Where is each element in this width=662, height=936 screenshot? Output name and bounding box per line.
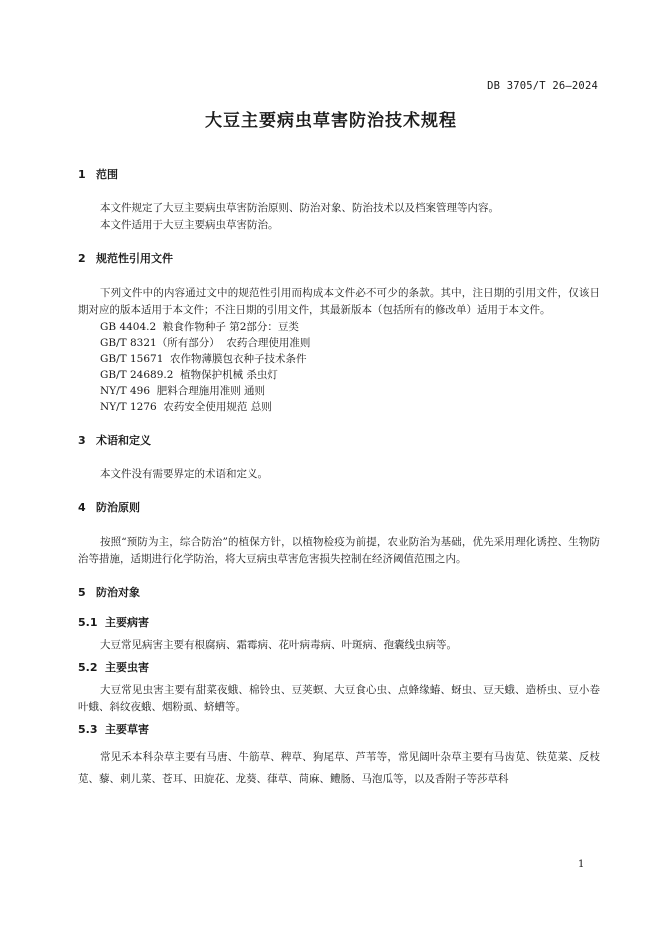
page-number: 1 xyxy=(578,859,585,870)
paragraph: 本文件规定了大豆主要病虫草害防治原则、防治对象、防治技术以及档案管理等内容。 xyxy=(100,202,499,214)
reference-item: NY/T 1276 农药安全使用规范 总则 xyxy=(100,401,272,413)
paragraph: 按照“预防为主，综合防治”的植保方针，以植物检疫为前提，农业防治为基础，优先采用理化诱控、生物防治等措施，适期进行化学防治，将大豆病虫草害危害损失控制在经济阈值范围之内。 xyxy=(78,536,600,565)
paragraph: 大豆常见病害主要有根腐病、霜霉病、花叶病毒病、叶斑病、孢囊线虫病等。 xyxy=(100,639,457,651)
paragraph: 大豆常见虫害主要有甜菜夜蛾、棉铃虫、豆荚螟、大豆食心虫、点蜂缘蝽、蚜虫、豆天蛾、造桥虫、豆小卷叶蛾、斜纹夜蛾、烟粉虱、蛴螬等。 xyxy=(78,684,600,713)
section-4-heading xyxy=(78,500,600,516)
reference-item: GB/T 24689.2 植物保护机械 杀虫灯 xyxy=(100,369,278,381)
section-3-heading xyxy=(78,433,600,449)
subsection-title: 主要草害 xyxy=(105,723,149,736)
section-title: 规范性引用文件 xyxy=(96,252,173,265)
subsection-5-3-heading xyxy=(78,722,600,738)
section-1-heading xyxy=(78,167,600,183)
subsection-5-1-heading xyxy=(78,615,600,631)
section-number: 3 xyxy=(78,434,86,447)
section-number: 5 xyxy=(78,586,86,599)
paragraph: 常见禾本科杂草主要有马唐、牛筋草、稗草、狗尾草、芦苇等，常见阔叶杂草主要有马齿苋、铁苋菜、反枝苋、藜、刺儿菜、苍耳、田旋花、龙葵、葎草、苘麻、鳢肠、马泡瓜等，以及香附子等莎草科 xyxy=(78,751,600,785)
paragraph: 下列文件中的内容通过文中的规范性引用而构成本文件必不可少的条款。其中，注日期的引用文件，仅该日期对应的版本适用于本文件；不注日期的引用文件，其最新版本（包括所有的修改单）适用于本文件。 xyxy=(78,287,600,316)
section-title: 防治对象 xyxy=(96,586,140,599)
paragraph: 本文件没有需要界定的术语和定义。 xyxy=(100,468,268,480)
section-title: 范围 xyxy=(96,168,118,181)
section-2-heading xyxy=(78,251,600,267)
section-number: 4 xyxy=(78,501,86,514)
section-title: 防治原则 xyxy=(96,501,140,514)
section-number: 1 xyxy=(78,168,86,181)
reference-item: NY/T 496 肥料合理施用准则 通则 xyxy=(100,385,266,397)
section-number: 2 xyxy=(78,252,86,265)
subsection-5-2-heading xyxy=(78,660,600,676)
subsection-title: 主要病害 xyxy=(105,616,149,629)
document-title: 大豆主要病虫草害防治技术规程 xyxy=(205,111,457,131)
subsection-number: 5.1 xyxy=(78,616,98,629)
standard-code: DB 3705/T 26—2024 xyxy=(487,80,598,92)
subsection-number: 5.2 xyxy=(78,661,98,674)
paragraph: 本文件适用于大豆主要病虫草害防治。 xyxy=(100,219,279,231)
section-title: 术语和定义 xyxy=(96,434,151,447)
reference-item: GB 4404.2 粮食作物种子 第2部分：豆类 xyxy=(100,321,299,333)
reference-item: GB/T 8321（所有部分） 农药合理使用准则 xyxy=(100,337,311,349)
document-body xyxy=(78,167,600,790)
reference-item: GB/T 15671 农作物薄膜包衣种子技术条件 xyxy=(100,353,307,365)
subsection-number: 5.3 xyxy=(78,723,98,736)
section-5-heading xyxy=(78,585,600,601)
subsection-title: 主要虫害 xyxy=(105,661,149,674)
